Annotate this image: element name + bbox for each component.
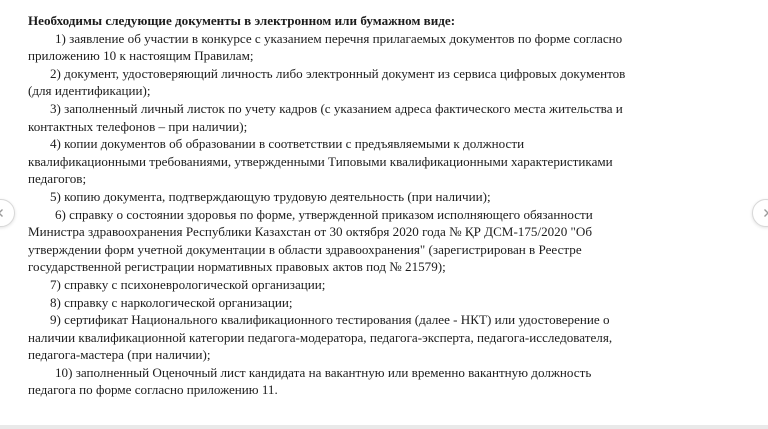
list-item [28, 188, 740, 206]
item-4-first-line: 4) копии документов об образовании в соответствии с предъявляемыми к должности [50, 136, 525, 152]
item-6-first-line: 6) справку о состоянии здоровья по форме, утвержденной приказом исполняющего обязанности [55, 206, 593, 222]
bottom-divider [0, 425, 768, 429]
next-button[interactable] [752, 199, 768, 227]
item-10-first-line: 10) заполненный Оценочный лист кандидата на вакантную или временно вакантную должность [55, 364, 592, 380]
item-1-first-line: 1) заявление об участии в конкурсе с указанием перечня прилагаемых документов по форме согласно [55, 30, 623, 46]
document-text [28, 12, 740, 399]
previous-button[interactable] [0, 199, 15, 227]
item-4-line-3: педагогов; [28, 171, 87, 187]
list-item [28, 65, 740, 100]
item-8-first-line: 8) справку с наркологической организации; [50, 294, 293, 310]
item-6-line-3: утверждении форм учетной документации в области здравоохранения" (зарегистрирован в Реестре [28, 241, 582, 257]
item-4-line-2: квалификационными требованиями, утвержденными Типовыми квалификационными характеристиками [28, 153, 613, 169]
item-7-first-line: 7) справку с психоневрологической организации; [50, 276, 326, 292]
item-10-line-2: педагога по форме согласно приложению 11. [28, 382, 278, 398]
item-3-line-2: контактных телефонов – при наличии); [28, 118, 248, 134]
item-9-line-2: наличии квалификационной категории педагога-модератора, педагога-эксперта, педагога-исследователя, [28, 329, 613, 345]
list-item [28, 311, 740, 364]
item-2-first-line: 2) документ, удостоверяющий личность либо электронный документ из сервиса цифровых документов [50, 65, 626, 81]
item-9-line-3: педагога-мастера (при наличии); [28, 347, 211, 363]
item-9-first-line: 9) сертификат Национального квалификационного тестирования (далее - НКТ) или удостоверение о [50, 312, 610, 328]
chevron-left-icon [0, 208, 6, 218]
item-1-line-2: приложению 10 к настоящим Правилам; [28, 48, 254, 64]
item-2-line-2: (для идентификации); [28, 83, 151, 99]
chevron-right-icon [761, 208, 768, 218]
list-item [28, 206, 740, 276]
list-item [28, 294, 740, 312]
list-item [28, 135, 740, 188]
document-heading: Необходимы следующие документы в электронном или бумажном виде: [28, 13, 456, 28]
list-item [28, 364, 740, 399]
item-6-line-4: государственной регистрации нормативных правовых актов под № 21579); [28, 259, 446, 275]
item-3-first-line: 3) заполненный личный листок по учету кадров (с указанием адреса фактического места жительства и [50, 100, 623, 116]
list-item [28, 100, 740, 135]
list-item [28, 276, 740, 294]
item-6-line-2: Министра здравоохранения Республики Казахстан от 30 октября 2020 года № ҚР ДСМ-175/2020 "Об [28, 224, 593, 240]
list-item [28, 30, 740, 65]
item-5-first-line: 5) копию документа, подтверждающую трудовую деятельность (при наличии); [50, 188, 491, 204]
